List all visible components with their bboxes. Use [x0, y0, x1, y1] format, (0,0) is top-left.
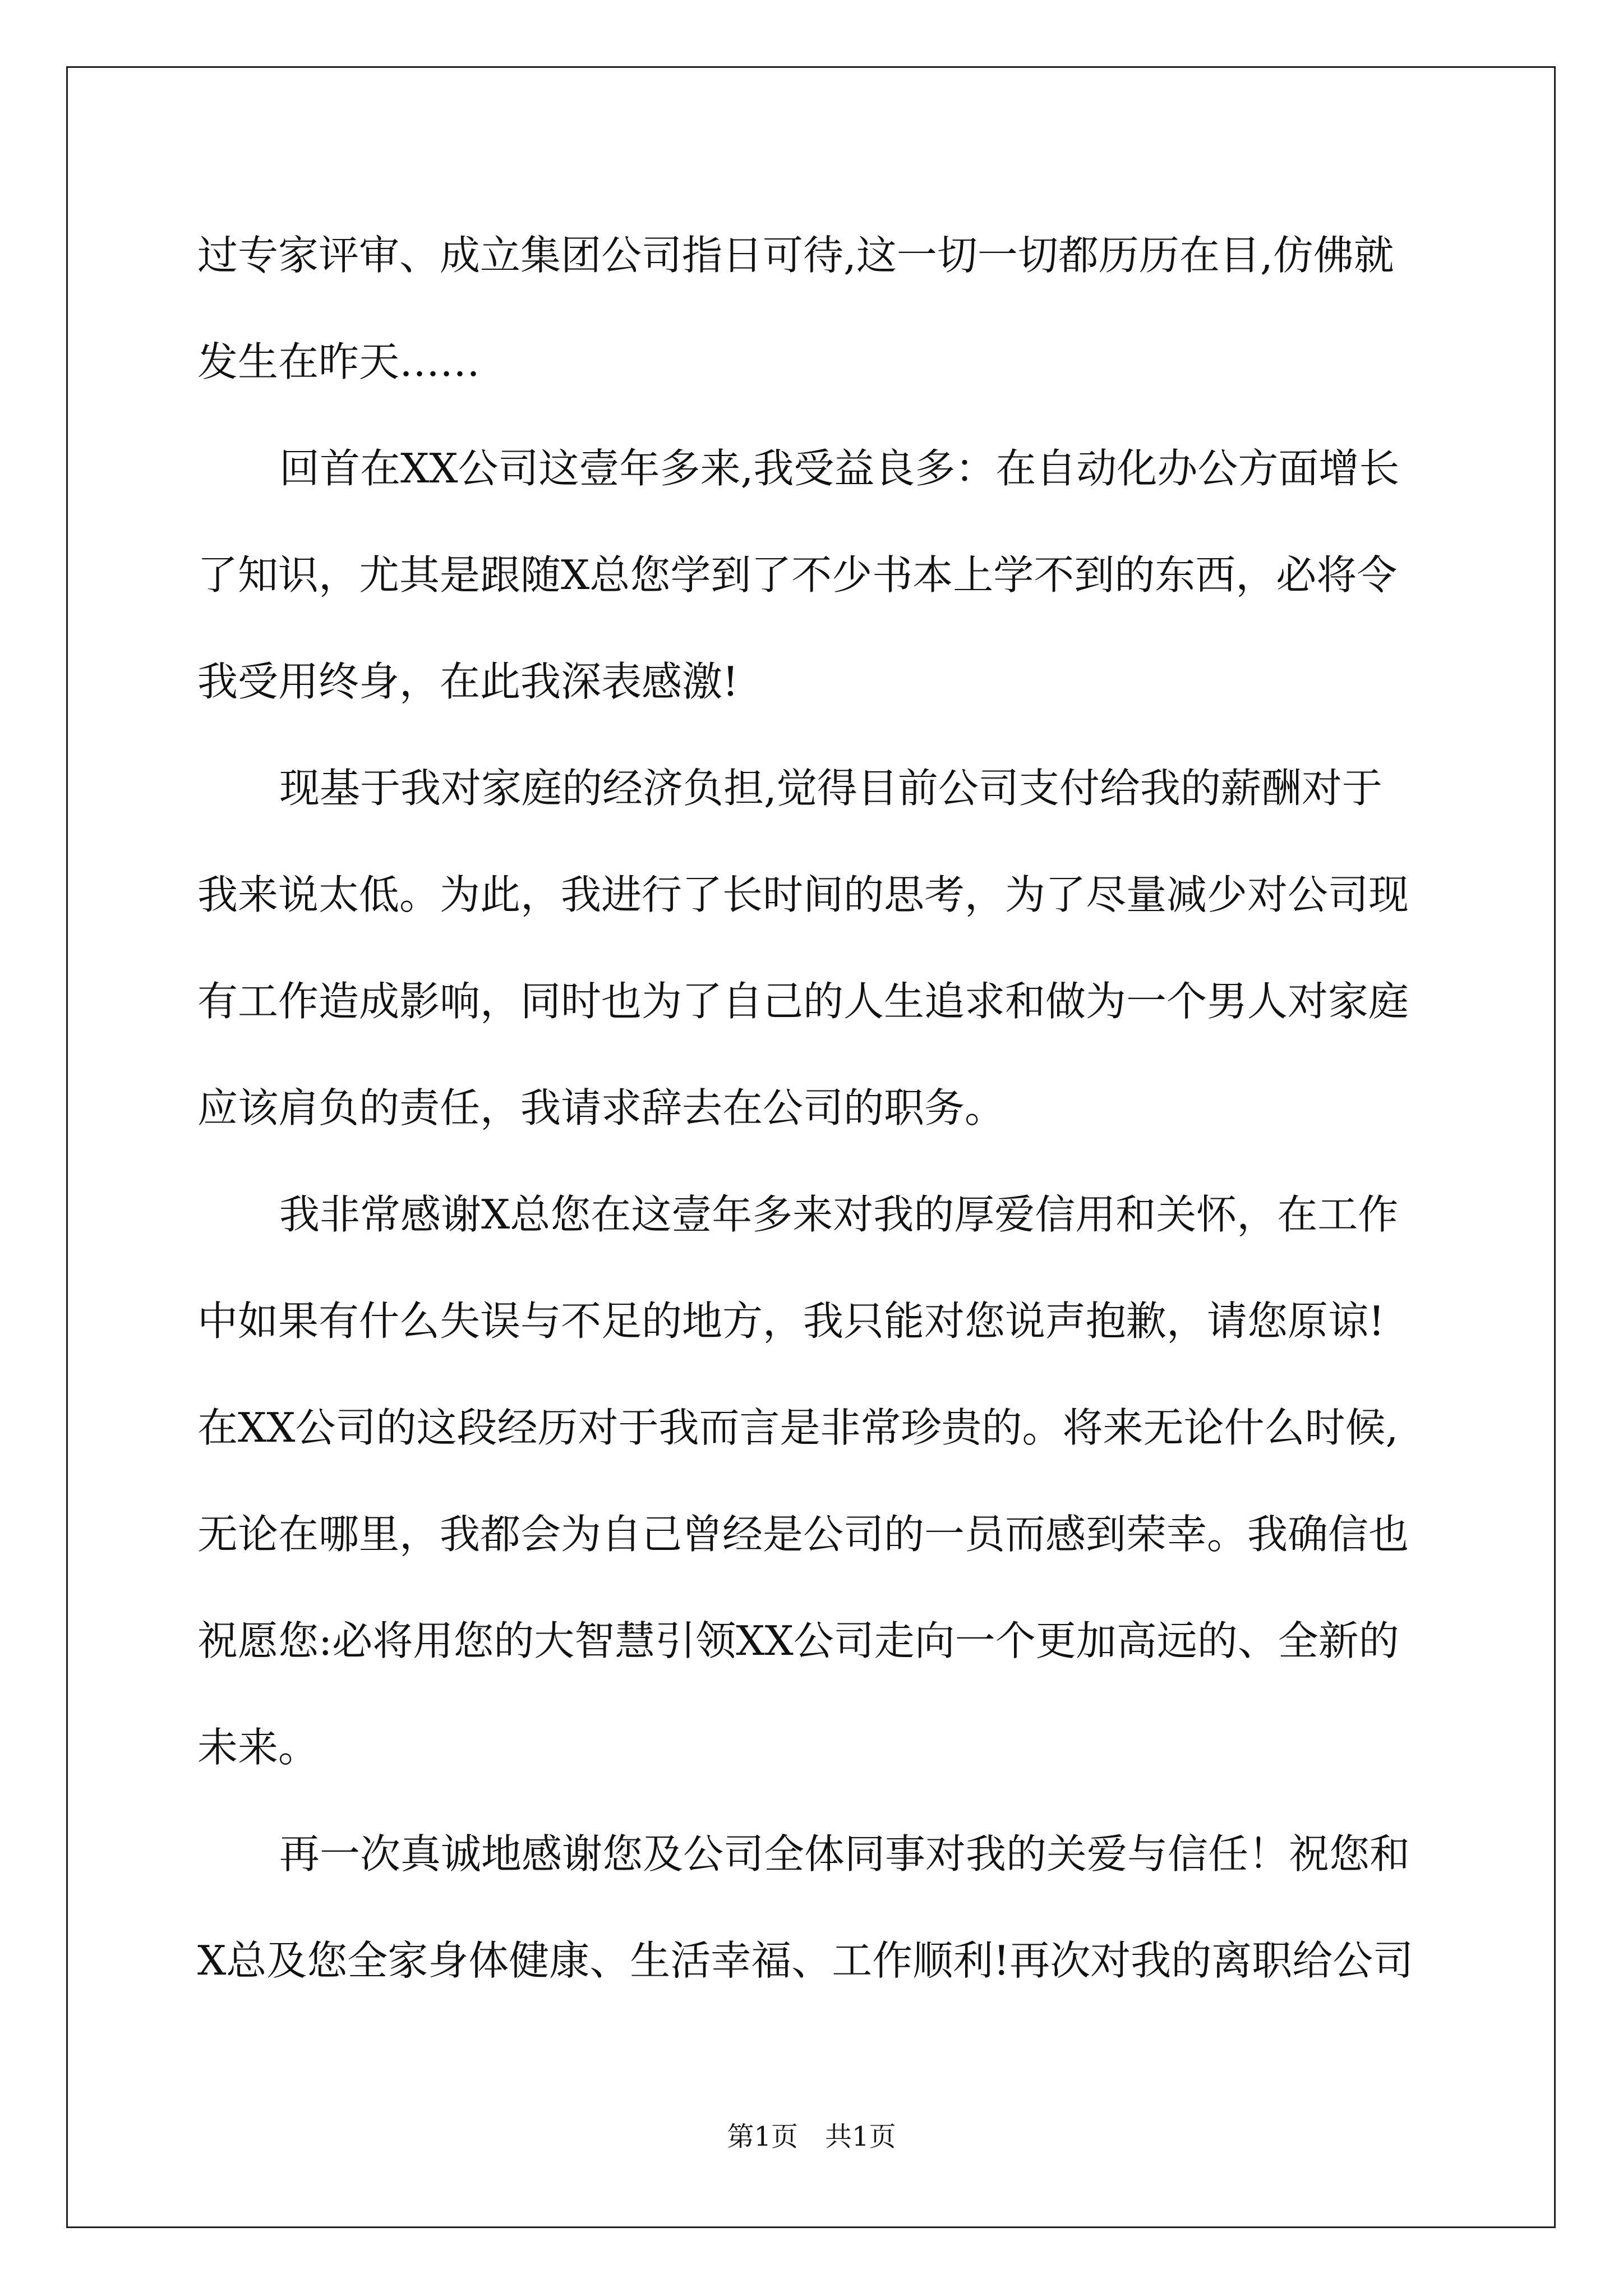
text-line: 祝愿您:必将用您的大智慧引领XX公司走向一个更加高远的、全新的 — [197, 1617, 1399, 1664]
text-line: 无论在哪里，我都会为自己曾经是公司的一员而感到荣幸。我确信也 — [197, 1511, 1409, 1558]
paragraph-start-line: 回首在XX公司这壹年多来,我受益良多：在自动化办公方面增长 — [279, 445, 1400, 492]
paragraph-start-line: 现基于我对家庭的经济负担,觉得目前公司支付给我的薪酬对于 — [279, 765, 1382, 812]
text-line: 我来说太低。为此，我进行了长时间的思考，为了尽量减少对公司现 — [197, 871, 1409, 918]
text-line: 有工作造成影响，同时也为了自己的人生追求和做为一个男人对家庭 — [197, 978, 1409, 1025]
text-line: X总及您全家身体健康、生活幸福、工作顺利!再次对我的离职给公司 — [197, 1937, 1414, 1984]
paragraph-start-line: 再一次真诚地感谢您及公司全体同事对我的关爱与信任！祝您和 — [279, 1830, 1410, 1878]
paragraph-start-line: 我非常感谢X总您在这壹年多来对我的厚爱信用和关怀，在工作 — [279, 1191, 1399, 1238]
letter-body — [197, 202, 1431, 2014]
text-line: 过专家评审、成立集团公司指日可待,这一切一切都历历在目,仿佛就 — [197, 232, 1394, 279]
page-number-footer: 第1页 共1页 — [727, 2121, 896, 2152]
text-line: 发生在昨天…… — [197, 338, 481, 385]
text-line: 我受用终身，在此我深表感激! — [197, 658, 739, 705]
text-line: 未来。 — [197, 1724, 319, 1771]
text-line: 应该肩负的责任，我请求辞去在公司的职务。 — [197, 1084, 1006, 1131]
text-line: 了知识，尤其是跟随X总您学到了不少书本上学不到的东西，必将令 — [197, 551, 1398, 599]
text-line: 在XX公司的这段经历对于我而言是非常珍贵的。将来无论什么时候, — [197, 1404, 1399, 1451]
text-line: 中如果有什么失误与不足的地方，我只能对您说声抱歉，请您原谅! — [197, 1297, 1385, 1345]
